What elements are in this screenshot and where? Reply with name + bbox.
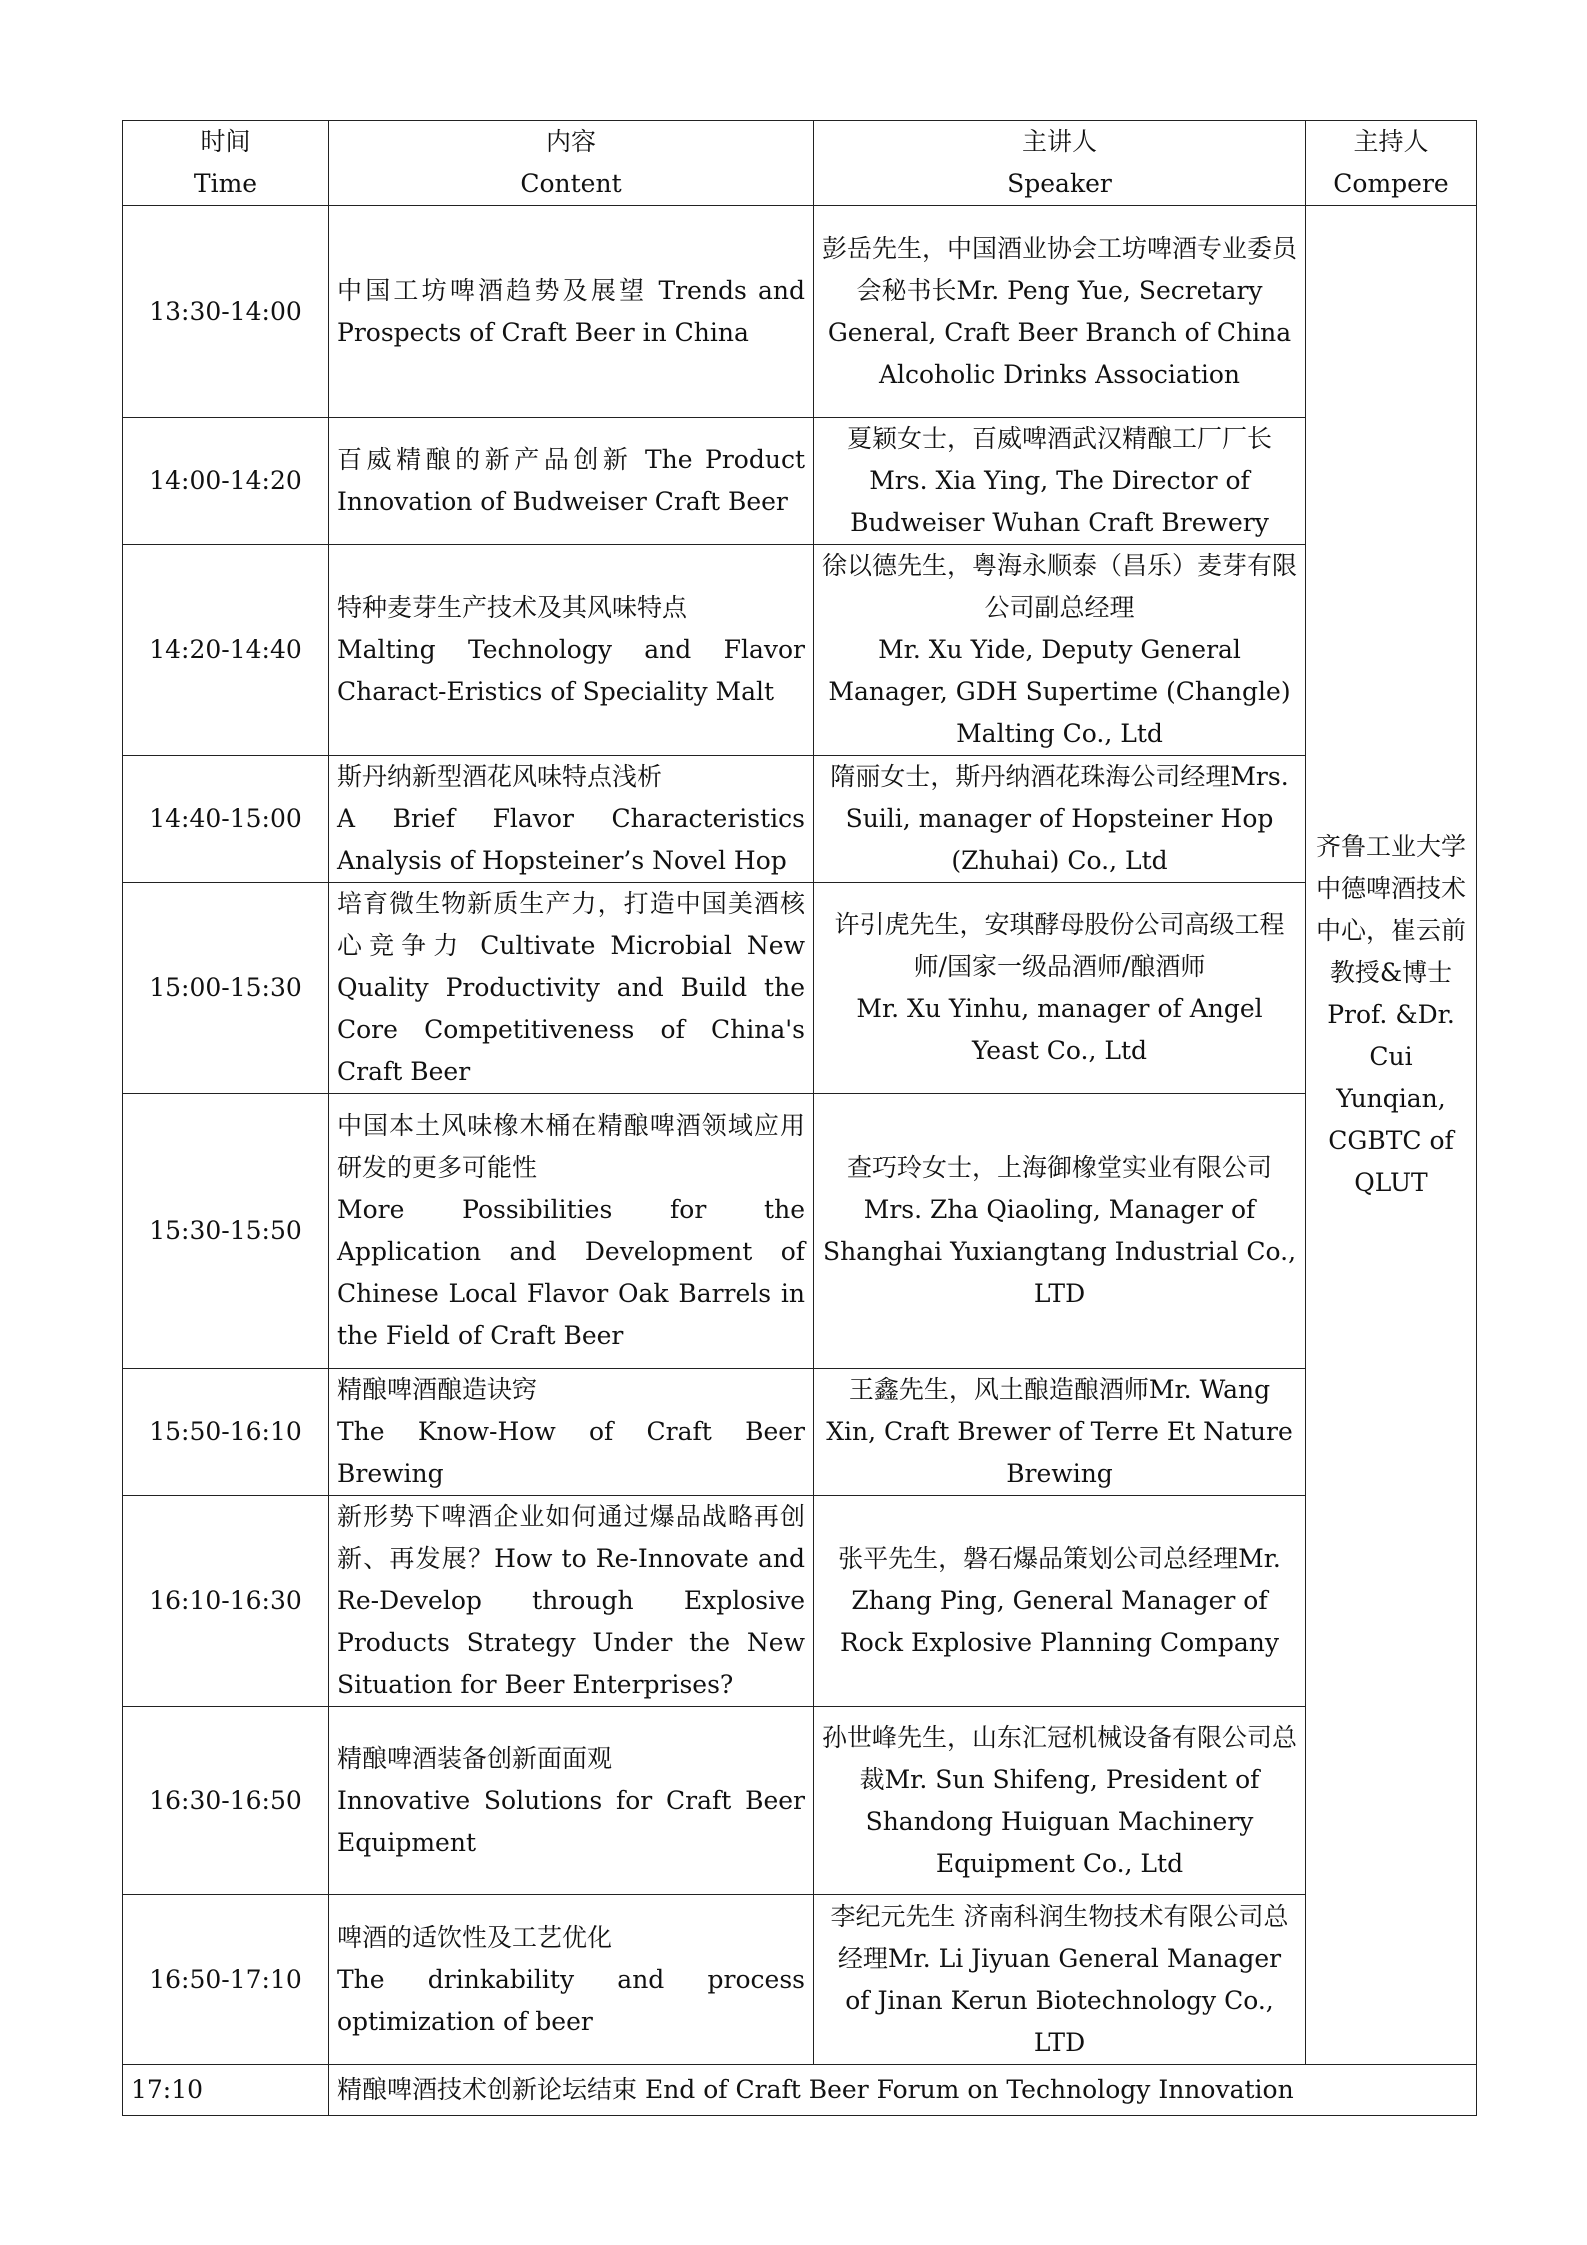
table-row <box>123 756 1477 883</box>
session-speaker: 夏颖女士，百威啤酒武汉精酿工厂厂长Mrs. Xia Ying, The Director of Budweiser Wuhan Craft Brewery <box>814 418 1306 545</box>
session-content <box>329 1369 814 1496</box>
table-row <box>123 1707 1477 1895</box>
session-content-en: The drinkability and process optimization of beer <box>337 1964 805 2036</box>
compere-cell: 齐鲁工业大学中德啤酒技术中心，崔云前教授&博士Prof. &Dr. Cui Yunqian, CGBTC of QLUT <box>1306 206 1477 2065</box>
header-row <box>123 121 1477 206</box>
session-time: 13:30-14:00 <box>123 206 329 418</box>
header-content-en: Content <box>520 169 622 198</box>
header-speaker-zh: 主讲人 <box>1021 127 1097 156</box>
header-time <box>123 121 329 206</box>
session-content: 中国工坊啤酒趋势及展望 Trends and Prospects of Craft Beer in China <box>329 206 814 418</box>
table-row <box>123 206 1477 418</box>
session-time: 16:50-17:10 <box>123 1895 329 2065</box>
session-speaker: 孙世峰先生，山东汇冠机械设备有限公司总裁Mr. Sun Shifeng, President of Shandong Huiguan Machinery Equipment Co., Ltd <box>814 1707 1306 1895</box>
end-time: 17:10 <box>123 2065 329 2116</box>
session-speaker-zh: 查巧玲女士，上海御橡堂实业有限公司 <box>846 1153 1272 1182</box>
table-row <box>123 1094 1477 1369</box>
table-row <box>123 545 1477 756</box>
session-content-zh: 特种麦芽生产技术及其风味特点 <box>337 593 688 622</box>
session-speaker-en: Mrs. Zha Qiaoling, Manager of Shanghai Yuxiangtang Industrial Co., LTD <box>822 1195 1297 1308</box>
header-time-zh: 时间 <box>200 127 251 156</box>
end-row <box>123 2065 1477 2116</box>
session-content-en: Malting Technology and Flavor Charact-Eristics of Speciality Malt <box>337 635 805 706</box>
session-speaker <box>814 883 1306 1094</box>
session-speaker: 隋丽女士，斯丹纳酒花珠海公司经理Mrs. Suili, manager of Hopsteiner Hop (Zhuhai) Co., Ltd <box>814 756 1306 883</box>
session-content-en: More Possibilities for the Application and Development of Chinese Local Flavor Oak Barrels in the Field of Craft Beer <box>337 1195 805 1350</box>
header-speaker-en: Speaker <box>1007 169 1112 198</box>
session-content <box>329 545 814 756</box>
header-compere <box>1306 121 1477 206</box>
session-content-en: The Know-How of Craft Beer Brewing <box>337 1417 805 1488</box>
session-content-zh: 啤酒的适饮性及工艺优化 <box>337 1922 613 1952</box>
session-content-zh: 中国本土风味橡木桶在精酿啤酒领域应用研发的更多可能性 <box>337 1111 805 1182</box>
session-time: 15:00-15:30 <box>123 883 329 1094</box>
session-content-zh: 斯丹纳新型酒花风味特点浅析 <box>337 762 663 791</box>
session-time: 15:50-16:10 <box>123 1369 329 1496</box>
session-time: 14:40-15:00 <box>123 756 329 883</box>
session-content: 培育微生物新质生产力，打造中国美酒核心竞争力 Cultivate Microbial New Quality Productivity and Build the Core Competitiveness of China's Craft Beer <box>329 883 814 1094</box>
table-row <box>123 1895 1477 2065</box>
session-content: 新形势下啤酒企业如何通过爆品战略再创新、再发展？How to Re-Innovate and Re-Develop through Explosive Products Strategy Under the New Situation for Beer Enterprises? <box>329 1496 814 1707</box>
session-speaker-zh: 许引虎先生，安琪酵母股份公司高级工程师/国家一级品酒师/酿酒师 <box>834 910 1285 981</box>
header-speaker <box>814 121 1306 206</box>
session-time: 14:00-14:20 <box>123 418 329 545</box>
session-content <box>329 756 814 883</box>
session-speaker-en: Mr. Xu Yide, Deputy General Manager, GDH Supertime (Changle) Malting Co., Ltd <box>828 635 1291 748</box>
session-content-zh: 精酿啤酒装备创新面面观 <box>337 1743 613 1773</box>
session-content-en: Innovative Solutions for Craft Beer Equipment <box>337 1785 805 1857</box>
session-content: 百威精酿的新产品创新 The Product Innovation of Budweiser Craft Beer <box>329 418 814 545</box>
session-speaker: 王鑫先生，风土酿造酿酒师Mr. Wang Xin, Craft Brewer of Terre Et Nature Brewing <box>814 1369 1306 1496</box>
table-row <box>123 883 1477 1094</box>
session-speaker: 张平先生，磐石爆品策划公司总经理Mr. Zhang Ping, General Manager of Rock Explosive Planning Company <box>814 1496 1306 1707</box>
session-content <box>329 1895 814 2065</box>
session-time: 14:20-14:40 <box>123 545 329 756</box>
session-speaker: 李纪元先生 济南科润生物技术有限公司总经理Mr. Li Jiyuan General Manager of Jinan Kerun Biotechnology Co., LTD <box>814 1895 1306 2065</box>
session-content <box>329 1707 814 1895</box>
session-time: 16:10-16:30 <box>123 1496 329 1707</box>
schedule-table <box>122 120 1477 2116</box>
table-row <box>123 1496 1477 1707</box>
session-content <box>329 1094 814 1369</box>
session-speaker: 彭岳先生，中国酒业协会工坊啤酒专业委员会秘书长Mr. Peng Yue, Secretary General, Craft Beer Branch of China Alcoholic Drinks Association <box>814 206 1306 418</box>
header-content-zh: 内容 <box>545 127 596 156</box>
session-time: 16:30-16:50 <box>123 1707 329 1895</box>
session-content-en: A Brief Flavor Characteristics Analysis of Hopsteiner’s Novel Hop <box>337 804 805 875</box>
session-time: 15:30-15:50 <box>123 1094 329 1369</box>
header-time-en: Time <box>193 169 258 198</box>
table-row <box>123 1369 1477 1496</box>
session-content-zh: 精酿啤酒酿造诀窍 <box>337 1375 538 1404</box>
end-text: 精酿啤酒技术创新论坛结束 End of Craft Beer Forum on Technology Innovation <box>329 2065 1477 2116</box>
session-speaker-zh: 徐以德先生，粤海永顺泰（昌乐）麦芽有限公司副总经理 <box>822 551 1298 622</box>
header-compere-zh: 主持人 <box>1353 127 1429 156</box>
session-speaker <box>814 545 1306 756</box>
table-row <box>123 418 1477 545</box>
session-speaker-en: Mr. Xu Yinhu, manager of Angel Yeast Co., Ltd <box>856 994 1263 1065</box>
session-speaker <box>814 1094 1306 1369</box>
header-content <box>329 121 814 206</box>
header-compere-en: Compere <box>1333 169 1449 198</box>
